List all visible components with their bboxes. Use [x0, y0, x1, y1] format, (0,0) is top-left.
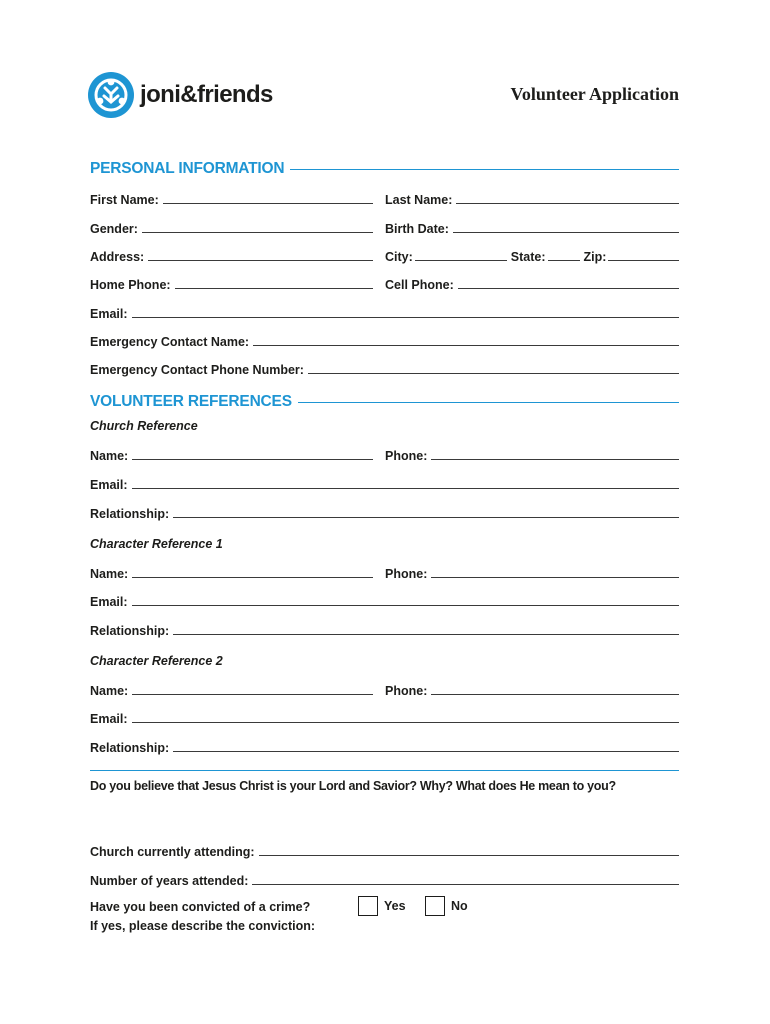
- no-label: No: [451, 899, 468, 913]
- email-field[interactable]: [90, 305, 679, 321]
- city-field[interactable]: [385, 248, 507, 264]
- char1-name-row: [90, 565, 679, 581]
- cell-phone-line[interactable]: [458, 276, 679, 289]
- name-label: Name:: [90, 567, 129, 581]
- first-name-label: First Name:: [90, 193, 159, 207]
- character-reference-2-title: Character Reference 2: [90, 654, 223, 668]
- phone-line[interactable]: [431, 682, 679, 695]
- char1-relationship-row: [90, 622, 679, 638]
- church-ref-email-row: [90, 476, 679, 492]
- relationship-line[interactable]: [173, 505, 679, 518]
- years-attended-line[interactable]: [252, 872, 679, 885]
- document-title: Volunteer Application: [510, 84, 679, 104]
- phone-row: [90, 276, 679, 292]
- gender-line[interactable]: [142, 220, 373, 233]
- char2-relationship-row: [90, 739, 679, 755]
- no-option[interactable]: [425, 896, 468, 916]
- emergency-phone-label: Emergency Contact Phone Number:: [90, 363, 304, 377]
- character-reference-1-title: Character Reference 1: [90, 537, 223, 551]
- relationship-label: Relationship:: [90, 507, 170, 521]
- char2-email-field[interactable]: [90, 710, 679, 726]
- gender-field[interactable]: [90, 220, 373, 236]
- address-field[interactable]: [90, 248, 373, 264]
- section-rule: [290, 169, 679, 170]
- char2-name-field[interactable]: [90, 682, 373, 698]
- church-ref-name-field[interactable]: [90, 447, 373, 463]
- state-label: State:: [510, 250, 546, 264]
- email-label: Email:: [90, 595, 128, 609]
- section-divider: [90, 770, 679, 771]
- last-name-line[interactable]: [456, 191, 679, 204]
- church-ref-relationship-field[interactable]: [90, 505, 679, 521]
- char2-relationship-field[interactable]: [90, 739, 679, 755]
- char1-name-field[interactable]: [90, 565, 373, 581]
- address-line[interactable]: [148, 248, 373, 261]
- home-phone-field[interactable]: [90, 276, 373, 292]
- email-label: Email:: [90, 478, 128, 492]
- first-name-field[interactable]: [90, 191, 373, 207]
- state-field[interactable]: [511, 248, 580, 264]
- email-label: Email:: [90, 712, 128, 726]
- name-label: Name:: [90, 449, 129, 463]
- yes-checkbox[interactable]: [358, 896, 378, 916]
- char2-phone-field[interactable]: [385, 682, 679, 698]
- phone-line[interactable]: [431, 565, 679, 578]
- section-title: PERSONAL INFORMATION: [90, 160, 285, 177]
- last-name-label: Last Name:: [385, 193, 453, 207]
- zip-line[interactable]: [608, 248, 679, 261]
- birth-date-label: Birth Date:: [385, 222, 449, 236]
- birth-date-line[interactable]: [453, 220, 679, 233]
- describe-conviction-label: If yes, please describe the conviction:: [90, 919, 316, 933]
- char1-relationship-field[interactable]: [90, 622, 679, 638]
- emergency-phone-line[interactable]: [308, 361, 679, 374]
- years-attended-row: [90, 872, 679, 888]
- brand-logo: [88, 72, 273, 118]
- emergency-name-line[interactable]: [253, 333, 679, 346]
- state-line[interactable]: [548, 248, 580, 261]
- email-line[interactable]: [132, 593, 679, 606]
- city-label: City:: [385, 250, 413, 264]
- relationship-line[interactable]: [173, 739, 679, 752]
- first-name-line[interactable]: [163, 191, 373, 204]
- section-title: VOLUNTEER REFERENCES: [90, 393, 292, 410]
- section-rule: [298, 402, 679, 403]
- zip-field[interactable]: [584, 248, 679, 264]
- church-attending-field[interactable]: [90, 843, 679, 859]
- char1-phone-field[interactable]: [385, 565, 679, 581]
- address-row: [90, 248, 679, 264]
- email-line[interactable]: [132, 710, 679, 723]
- name-line[interactable]: [132, 682, 373, 695]
- phone-label: Phone:: [385, 449, 428, 463]
- city-line[interactable]: [415, 248, 507, 261]
- church-reference-title: Church Reference: [90, 419, 198, 433]
- char2-name-row: [90, 682, 679, 698]
- church-ref-email-field[interactable]: [90, 476, 679, 492]
- no-checkbox[interactable]: [425, 896, 445, 916]
- yes-option[interactable]: [358, 896, 406, 916]
- home-phone-label: Home Phone:: [90, 278, 171, 292]
- church-ref-name-row: [90, 447, 679, 463]
- phone-label: Phone:: [385, 567, 428, 581]
- emergency-name-label: Emergency Contact Name:: [90, 335, 250, 349]
- church-ref-relationship-row: [90, 505, 679, 521]
- church-attending-line[interactable]: [259, 843, 679, 856]
- personal-info-heading: [90, 160, 679, 178]
- references-heading: [90, 393, 679, 411]
- home-phone-line[interactable]: [175, 276, 373, 289]
- logo-wordmark: joni&friends: [140, 81, 273, 108]
- joni-friends-logo-icon: [88, 72, 134, 118]
- city-state-zip: [385, 248, 679, 264]
- gender-row: [90, 220, 679, 236]
- birth-date-field[interactable]: [385, 220, 679, 236]
- name-line[interactable]: [132, 565, 373, 578]
- relationship-line[interactable]: [173, 622, 679, 635]
- faith-question: Do you believe that Jesus Christ is your Lord and Savior? Why? What does He mean to you?: [90, 779, 616, 793]
- convicted-question: Have you been convicted of a crime?: [90, 900, 311, 914]
- church-attending-label: Church currently attending:: [90, 845, 255, 859]
- phone-label: Phone:: [385, 684, 428, 698]
- address-label: Address:: [90, 250, 145, 264]
- gender-label: Gender:: [90, 222, 138, 236]
- zip-label: Zip:: [583, 250, 607, 264]
- email-line[interactable]: [132, 476, 679, 489]
- church-attending-row: [90, 843, 679, 859]
- emergency-name-row: [90, 333, 679, 349]
- relationship-label: Relationship:: [90, 741, 170, 755]
- years-attended-label: Number of years attended:: [90, 874, 249, 888]
- yes-label: Yes: [384, 899, 406, 913]
- emergency-phone-field[interactable]: [90, 361, 679, 377]
- years-attended-field[interactable]: [90, 872, 679, 888]
- email-row: [90, 305, 679, 321]
- cell-phone-field[interactable]: [385, 276, 679, 292]
- cell-phone-label: Cell Phone:: [385, 278, 454, 292]
- last-name-field[interactable]: [385, 191, 679, 207]
- email-label: Email:: [90, 307, 128, 321]
- name-label: Name:: [90, 684, 129, 698]
- emergency-name-field[interactable]: [90, 333, 679, 349]
- email-line[interactable]: [132, 305, 679, 318]
- name-line[interactable]: [132, 447, 373, 460]
- phone-line[interactable]: [431, 447, 679, 460]
- char2-email-row: [90, 710, 679, 726]
- relationship-label: Relationship:: [90, 624, 170, 638]
- char1-email-field[interactable]: [90, 593, 679, 609]
- emergency-phone-row: [90, 361, 679, 377]
- name-row: [90, 191, 679, 207]
- char1-email-row: [90, 593, 679, 609]
- church-ref-phone-field[interactable]: [385, 447, 679, 463]
